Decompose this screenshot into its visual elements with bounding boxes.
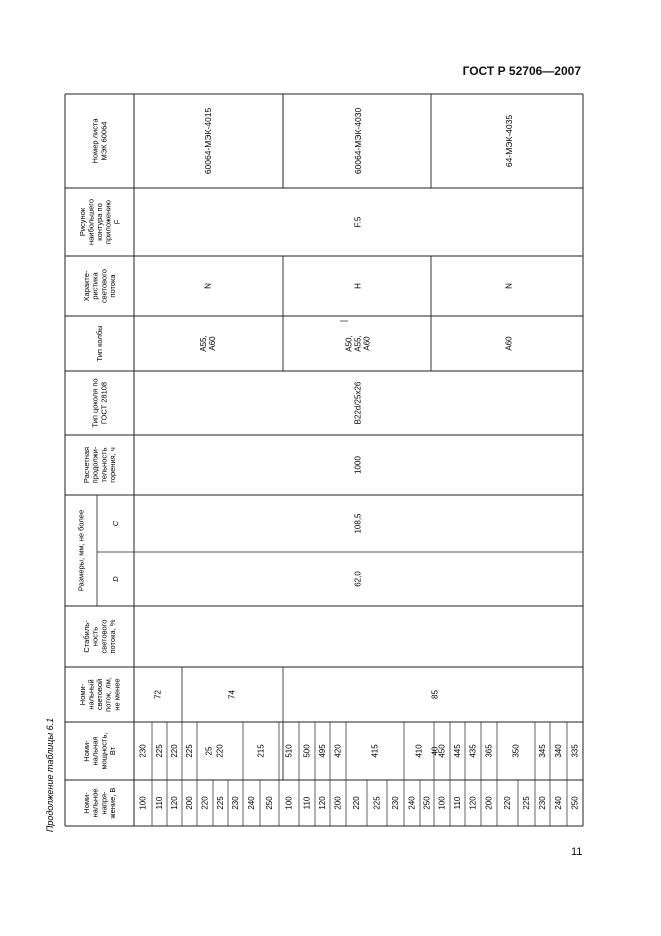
voltage-cell xyxy=(334,796,343,810)
voltage-cell xyxy=(438,796,447,810)
header-figure-line: контура по xyxy=(95,203,104,241)
voltage-cell-line: 100 xyxy=(284,796,294,810)
flux-cell xyxy=(469,744,478,758)
cap-type-cell xyxy=(354,381,363,424)
voltage-cell xyxy=(391,796,400,810)
flux-cell xyxy=(571,744,580,758)
cap-type-cell-line: B22d/25x26 xyxy=(353,381,363,425)
voltage-cell-line: 110 xyxy=(453,796,462,810)
header-flux-characteristic-line: потока xyxy=(107,274,117,298)
voltage-cell xyxy=(216,796,225,810)
voltage-cell-line: 110 xyxy=(302,796,312,810)
flux-cell-line: 335 xyxy=(570,744,580,758)
voltage-cell-line: 110 xyxy=(155,796,164,810)
flux-cell xyxy=(303,744,312,758)
flux-cell xyxy=(538,744,547,758)
voltage-cell-line: 220 xyxy=(503,796,512,810)
flux-cell xyxy=(285,744,294,758)
voltage-cell-line: 200 xyxy=(185,796,194,810)
header-iec-sheet-line: МЭК 60064 xyxy=(99,121,109,161)
bulb-cell xyxy=(505,336,514,351)
header-life-line: тельность xyxy=(99,447,109,483)
flux-cell-line: 340 xyxy=(554,744,563,758)
flux-cell-line: 510 xyxy=(284,744,294,758)
header-stability-line: ность xyxy=(90,626,100,647)
bulb-cell-line: A50, xyxy=(344,335,354,352)
flux-cell xyxy=(371,744,380,758)
flux-cell xyxy=(170,744,179,758)
header-flux-line: не менее xyxy=(112,678,122,711)
figure-cell xyxy=(354,216,363,227)
header-figure-line: Рисунок xyxy=(77,207,87,237)
header-dimensions xyxy=(77,510,86,591)
bulb-cell xyxy=(199,335,217,351)
header-iec-sheet-line: Номер листа xyxy=(90,118,100,164)
stability-cell-line: 74 xyxy=(227,690,237,699)
voltage-cell-line: 200 xyxy=(333,796,343,810)
flux-cell-line: 415 xyxy=(370,744,380,758)
header-figure xyxy=(78,199,122,245)
flux-cell xyxy=(257,744,266,758)
header-figure-line: наибольшего xyxy=(86,198,96,246)
voltage-cell xyxy=(503,796,512,810)
voltage-cell xyxy=(423,796,432,810)
flux-cell xyxy=(334,744,343,758)
voltage-cell xyxy=(231,796,240,810)
voltage-cell-line: 225 xyxy=(372,796,382,810)
flux-cell-line: 230 xyxy=(138,744,148,758)
flux-cell xyxy=(485,744,494,758)
voltage-cell-line: 200 xyxy=(484,796,494,810)
voltage-cell xyxy=(303,796,312,809)
stability-cell xyxy=(154,690,163,699)
dim-d-cell-line: 62,0 xyxy=(353,571,363,587)
header-figure-line: F xyxy=(112,219,122,225)
header-life-line: горения, ч xyxy=(107,447,117,483)
header-bulb-type-line: Тип колбы xyxy=(95,325,104,362)
header-voltage-line: напря- xyxy=(99,791,109,815)
header-figure-line: приложению xyxy=(103,199,113,245)
document-header: ГОСТ Р 52706—2007 xyxy=(462,64,581,78)
voltage-cell xyxy=(469,796,478,810)
flux-cell-line: 365 xyxy=(484,744,494,758)
voltage-cell-line: 240 xyxy=(407,796,417,810)
header-flux-line: световой xyxy=(95,678,104,711)
voltage-cell xyxy=(453,796,462,809)
header-life-line: Расчетная xyxy=(82,446,92,484)
header-dim-d-line: D xyxy=(111,576,120,582)
voltage-cell xyxy=(408,796,417,810)
header-voltage-line: жение, В xyxy=(107,787,117,819)
voltage-cell-line: 120 xyxy=(468,796,478,810)
sheet-cell-line: 60064-МЭК-4030 xyxy=(353,107,363,175)
flux-cell-line: 225 xyxy=(185,744,194,758)
header-voltage xyxy=(82,788,117,819)
voltage-cell-line: 230 xyxy=(231,796,240,810)
power-cell-25-line: 25 xyxy=(204,746,214,756)
flux-cell-line: 445 xyxy=(453,744,462,758)
header-bulb-type xyxy=(95,325,104,361)
stability-cell-line: 85 xyxy=(430,690,440,699)
flux-cell xyxy=(554,744,563,758)
header-iec-sheet xyxy=(91,118,109,164)
header-stability-line: Стабиль- xyxy=(82,620,92,653)
life-cell xyxy=(354,456,363,474)
header-voltage-line: Номи- xyxy=(82,792,92,814)
header-dim-c xyxy=(111,520,120,526)
voltage-cell-line: 225 xyxy=(522,796,531,810)
flux-cell xyxy=(415,744,424,758)
sheet-cell xyxy=(353,108,363,175)
header-flux-line: нальный xyxy=(86,679,96,710)
header-flux-characteristic-line: Характе- xyxy=(82,270,92,302)
header-cap-type-line: ГОСТ 28108 xyxy=(99,381,109,425)
voltage-cell-line: 100 xyxy=(138,796,148,810)
dim-c-cell xyxy=(354,513,363,534)
flux-cell-line: 345 xyxy=(538,744,547,758)
page-number: 11 xyxy=(571,846,583,858)
voltage-cell-line: 250 xyxy=(422,796,432,810)
header-stability-line: потока, % xyxy=(107,619,117,654)
stability-cell xyxy=(228,690,237,699)
dim-d-cell xyxy=(354,571,363,587)
flux-cell xyxy=(139,744,148,758)
voltage-cell-line: 250 xyxy=(265,796,274,810)
header-power xyxy=(82,733,117,770)
sheet-cell-line: 64-МЭК-4035 xyxy=(504,114,514,168)
header-dim-c-line: C xyxy=(111,520,120,527)
voltage-cell-line: 250 xyxy=(570,796,580,810)
voltage-cell-line: 220 xyxy=(352,796,361,810)
voltage-cell xyxy=(170,796,179,810)
header-life xyxy=(82,446,117,483)
voltage-cell xyxy=(265,796,274,810)
sheet-cell xyxy=(203,108,213,175)
flux-cell-line: 410 xyxy=(414,744,424,758)
flux-cell-line: 215 xyxy=(256,744,266,758)
header-cap-type xyxy=(91,378,109,427)
voltage-cell xyxy=(352,796,361,810)
header-flux-line: Номи- xyxy=(77,683,87,706)
header-flux-characteristic-line: светового xyxy=(99,269,109,303)
flux-char-cell-line: N xyxy=(203,283,213,289)
header-power-line: мощность, xyxy=(99,732,109,770)
flux-cell-line: 220 xyxy=(215,744,225,758)
voltage-cell xyxy=(522,796,531,810)
voltage-cell-line: 240 xyxy=(247,796,256,810)
voltage-cell-line: 220 xyxy=(200,796,210,810)
header-life-line: продолжи- xyxy=(90,446,100,484)
flux-cell xyxy=(318,744,327,758)
voltage-cell-line: 240 xyxy=(554,796,563,810)
header-cap-type-line: Тип цоколя по xyxy=(90,378,100,428)
voltage-cell-line: 230 xyxy=(538,796,547,810)
voltage-cell-line: 225 xyxy=(216,796,225,810)
power-cell-40-line: 40 xyxy=(430,746,440,756)
bulb-cell-line: A55, xyxy=(353,335,363,352)
figure-cell-line: F.5 xyxy=(353,216,363,228)
voltage-cell xyxy=(285,796,294,810)
header-flux-characteristic-line: ристика xyxy=(90,272,100,300)
flux-cell-line: 420 xyxy=(333,744,343,758)
flux-char-cell xyxy=(204,283,213,289)
voltage-cell xyxy=(201,796,210,810)
voltage-cell xyxy=(185,796,194,810)
flux-char-cell-line: H xyxy=(353,283,363,289)
bulb-cell-line: A60 xyxy=(504,336,514,351)
bulb-cell-line: A55, xyxy=(198,335,208,352)
voltage-cell xyxy=(373,796,382,810)
voltage-cell xyxy=(554,796,563,810)
flux-cell-line: 220 xyxy=(170,744,179,758)
voltage-cell-line: 120 xyxy=(170,796,179,810)
flux-char-cell xyxy=(354,283,363,289)
flux-char-cell-line: N xyxy=(504,283,514,289)
table-caption-line: Продолжение таблицы 6.1 xyxy=(45,717,55,833)
voltage-cell xyxy=(485,796,494,810)
voltage-cell xyxy=(155,796,164,809)
header-stability xyxy=(82,619,117,653)
bulb-cell-line: A60 xyxy=(362,336,372,351)
flux-cell xyxy=(216,744,225,758)
sheet-cell xyxy=(504,115,514,167)
voltage-cell-line: 120 xyxy=(318,796,327,810)
header-power-line: Номи- xyxy=(82,740,92,762)
header-flux xyxy=(78,677,122,712)
flux-cell xyxy=(453,744,462,758)
flux-cell-line: 450 xyxy=(437,744,447,758)
bulb-cell-line: A60 xyxy=(208,336,218,351)
flux-cell-line: 500 xyxy=(302,744,312,758)
header-power-line: Вт xyxy=(107,746,117,756)
voltage-cell xyxy=(538,796,547,810)
stability-cell xyxy=(431,690,440,699)
flux-char-cell xyxy=(505,283,514,289)
flux-cell-line: 350 xyxy=(511,744,521,758)
flux-cell xyxy=(155,744,164,758)
stability-cell-line: 72 xyxy=(153,690,163,699)
bulb-cell xyxy=(344,335,371,351)
voltage-cell-line: 230 xyxy=(391,796,400,810)
voltage-cell-line: 100 xyxy=(437,796,447,810)
header-dimensions-line: Размеры, мм, не более xyxy=(76,509,86,592)
header-dim-d xyxy=(111,576,120,582)
voltage-cell xyxy=(318,796,327,810)
flux-cell xyxy=(512,744,521,758)
life-cell-line: 1000 xyxy=(353,456,363,474)
header-flux-line: поток, лм, xyxy=(103,677,113,712)
power-cell-40 xyxy=(431,746,440,755)
flux-cell xyxy=(185,744,194,758)
voltage-cell xyxy=(571,796,580,810)
flux-cell-line: 225 xyxy=(155,744,164,758)
voltage-cell xyxy=(139,796,148,810)
dim-c-cell-line: 108,5 xyxy=(353,513,363,534)
header-stability-line: светового xyxy=(99,619,109,654)
voltage-cell xyxy=(247,796,256,810)
flux-cell-line: 435 xyxy=(468,744,478,758)
flux-cell-line: 495 xyxy=(318,744,327,758)
header-power-line: нальная xyxy=(90,736,100,766)
sheet-cell-line: 60064-МЭК-4015 xyxy=(203,107,213,175)
table-caption xyxy=(45,718,55,832)
power-cell-25 xyxy=(205,746,214,755)
header-flux-characteristic xyxy=(82,269,117,303)
header-voltage-line: нальное xyxy=(90,788,100,818)
